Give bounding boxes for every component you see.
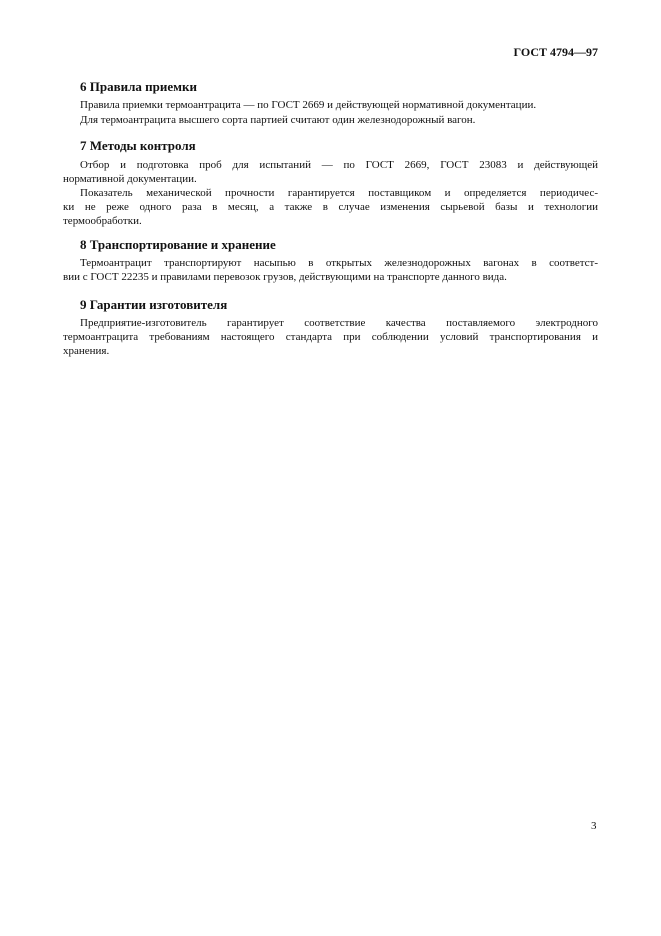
text-line: Термоантрацит транспортируют насыпью в открытых железнодорожных вагонах в соответст- bbox=[80, 257, 598, 269]
text-line: Предприятие-изготовитель гарантирует соответствие качества поставляемого электродного bbox=[80, 317, 598, 329]
section-9-heading: 9 Гарантии изготовителя bbox=[80, 297, 228, 312]
text-line: Для термоантрацита высшего сорта партией считают один железнодорожный вагон. bbox=[80, 114, 476, 126]
text-line: нормативной документации. bbox=[63, 173, 197, 185]
text-line: Отбор и подготовка проб для испытаний — по ГОСТ 2669, ГОСТ 23083 и действующей bbox=[80, 159, 598, 171]
page-number: 3 bbox=[591, 820, 597, 832]
section-6-heading: 6 Правила приемки bbox=[80, 79, 197, 94]
text-line: термообработки. bbox=[63, 215, 142, 227]
text-line: хранения. bbox=[63, 345, 110, 357]
section-7-heading: 7 Методы контроля bbox=[80, 138, 196, 153]
text-line: Правила приемки термоантрацита — по ГОСТ 2669 и действующей нормативной документации. bbox=[80, 99, 537, 111]
text-line: термоантрацита требованиям настоящего стандарта при соблюдении условий транспортирования и bbox=[63, 331, 598, 343]
text-line: Показатель механической прочности гарантируется поставщиком и определяется периодичес- bbox=[80, 187, 598, 199]
section-8-heading: 8 Транспортирование и хранение bbox=[80, 237, 276, 252]
text-line: вии с ГОСТ 22235 и правилами перевозок грузов, действующими на транспорте данного вида. bbox=[63, 271, 507, 283]
text-line: ки не реже одного раза в месяц, а также в случае изменения сырьевой базы и технологии bbox=[63, 201, 598, 213]
document-header: ГОСТ 4794—97 bbox=[513, 45, 598, 59]
